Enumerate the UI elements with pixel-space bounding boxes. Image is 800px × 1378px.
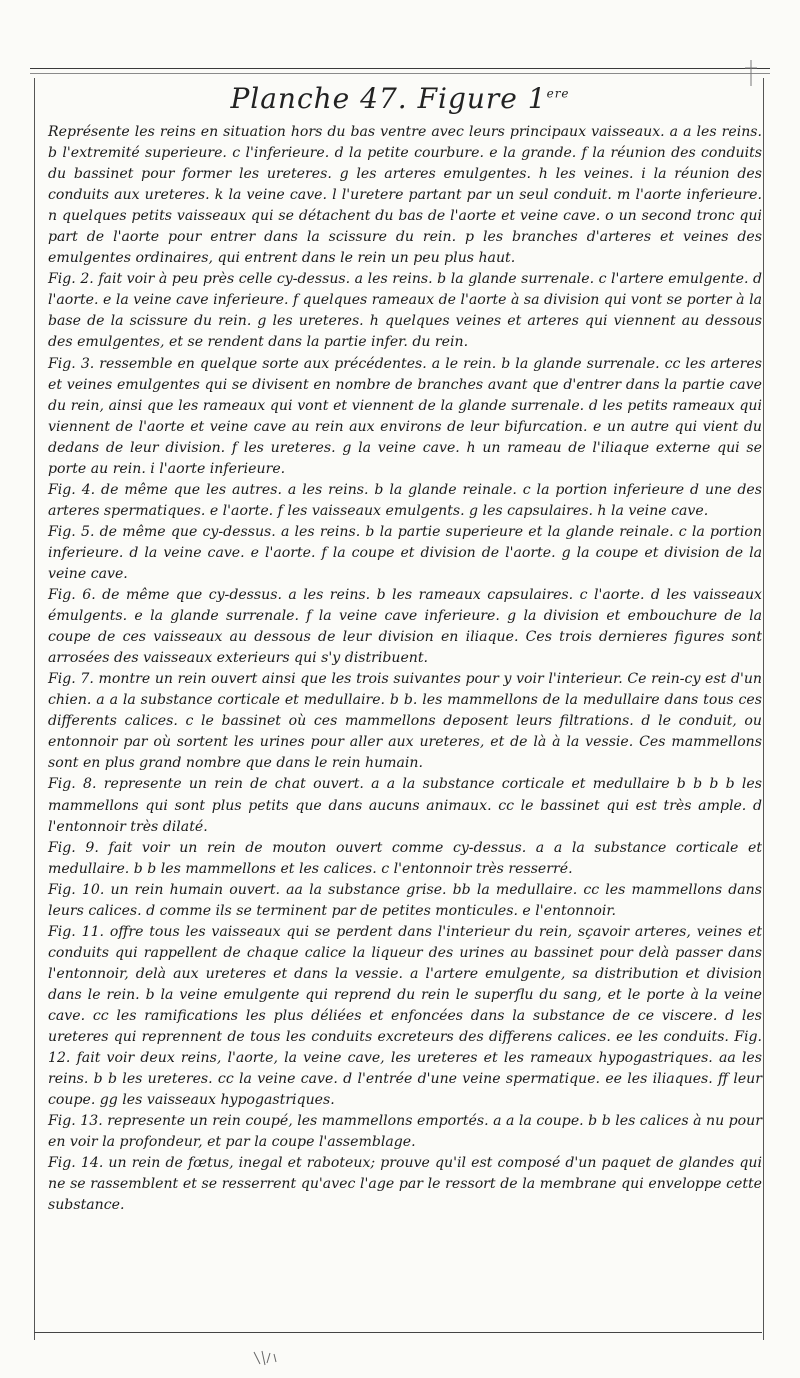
paragraph-figure-10: Fig. 10. un rein humain ouvert. aa la substance grise. bb la medullaire. cc les mammellons dans leurs calices. d comme ils se terminent par de petites monticules. e l'entonnoir.	[48, 881, 762, 919]
paragraph-figure-7: Fig. 7. montre un rein ouvert ainsi que les trois suivantes pour y voir l'interieur. Ce rein-cy est d'un chien. a a la substance corticale et medullaire. b b. les mammellons de la medullaire dans tous ces differents calices. c le bassinet où ces mammellons deposent leurs filtrations. d le conduit, ou entonnoir par où sortent les urines pour aller aux ureteres, et de là à la vessie. Ces mammellons sont en plus grand nombre que dans le rein humain.	[48, 671, 762, 772]
paragraph-figure-11-12: Fig. 11. offre tous les vaisseaux qui se perdent dans l'interieur du rein, sçavoir arteres, veines et conduits qui rappellent de chaque calice la liqueur des urines au bassinet pour delà passer dans l'entonnoir, delà aux ureteres et dans la vessie. a l'artere emulgente, sa distribution et division dans le rein. b la veine emulgente qui reprend du rein le superflu du sang, et le porte à la veine cave. cc les ramifications les plus déliées et enfoncées dans la substance de ce viscere. d les ureteres qui reprennent de tous les conduits excreteurs des differens calices. ee les conduits. Fig. 12. fait voir deux reins, l'aorte, la veine cave, les ureteres et les rameaux hypogastriques. aa les reins. b b les ureteres. cc la veine cave. d l'entrée d'une veine spermatique. ee les iliaques. ff leur coupe. gg les vaisseaux hypogastriques.	[48, 923, 762, 1109]
paragraph-figure-14: Fig. 14. un rein de fœtus, inegal et raboteux; prouve qu'il est composé d'un paquet de glandes qui ne se rassemblent et se resserrent qu'avec l'age par le ressort de la membrane qui enveloppe cette substance.	[48, 1155, 762, 1214]
ink-mark-icon	[250, 1348, 280, 1368]
plate-title-superscript: ere	[546, 86, 570, 101]
corner-mark-icon	[742, 60, 760, 86]
bottom-rule	[34, 1332, 762, 1333]
paragraph-figure-2: Fig. 2. fait voir à peu près celle cy-dessus. a les reins. b la glande surrenale. c l'artere emulgente. d l'aorte. e la veine cave inferieure. f quelques rameaux de l'aorte à sa division qui vont se porter à la base de la scissure du rein. g les ureteres. h quelques veines et arteres qui viennent au dessous des emulgentes, et se rendent dans la partie infer. du rein.	[48, 271, 762, 351]
paragraph-figure-3: Fig. 3. ressemble en quelque sorte aux précédentes. a le rein. b la glande surrenale. cc les arteres et veines emulgentes qui se divisent en nombre de branches avant que d'entrer dans la partie cave du rein, ainsi que les rameaux qui vont et viennent de la glande surrenale. d les petits rameaux qui viennent de l'aorte et veine cave au rein aux environs de leur bifurcation. e un autre qui vient du dedans de leur division. f les ureteres. g la veine cave. h un rameau de l'iliaque externe qui se porte au rein. i l'aorte inferieure.	[48, 355, 762, 477]
top-rule-secondary	[30, 73, 770, 74]
plate-title-text: Planche 47. Figure 1	[230, 82, 547, 115]
top-rule	[30, 68, 770, 69]
plate-description	[48, 122, 762, 1330]
paragraph-figure-4: Fig. 4. de même que les autres. a les reins. b la glande reinale. c la portion inferieure d une des arteres spermatiques. e l'aorte. f les vaisseaux emulgents. g les capsulaires. h la veine cave.	[48, 481, 762, 519]
plate-title	[0, 82, 800, 115]
paragraph-figure-9: Fig. 9. fait voir un rein de mouton ouvert comme cy-dessus. a a la substance corticale et medullaire. b b les mammellons et les calices. c l'entonnoir très resserré.	[48, 839, 762, 877]
paragraph-figure-5: Fig. 5. de même que cy-dessus. a les reins. b la partie superieure et la glande reinale. c la portion inferieure. d la veine cave. e l'aorte. f la coupe et division de l'aorte. g la coupe et division de la veine cave.	[48, 523, 762, 582]
paragraph-figure-8: Fig. 8. represente un rein de chat ouvert. a a la substance corticale et medullaire b b b b les mammellons qui sont plus petits que dans aucuns animaux. cc le bassinet qui est très ample. d l'entonnoir très dilaté.	[48, 776, 762, 835]
paragraph-figure-13: Fig. 13. represente un rein coupé, les mammellons emportés. a a la coupe. b b les calices à nu pour en voir la profondeur, et par la coupe l'assemblage.	[48, 1113, 762, 1151]
paragraph-figure-6: Fig. 6. de même que cy-dessus. a les reins. b les rameaux capsulaires. c l'aorte. d les vaisseaux émulgents. e la glande surrenale. f la veine cave inferieure. g la division et embouchure de la coupe de ces vaisseaux au dessous de leur division en iliaque. Ces trois dernieres figures sont arrosées des vaisseaux exterieurs qui s'y distribuent.	[48, 587, 762, 667]
paragraph-figure-1: Représente les reins en situation hors du bas ventre avec leurs principaux vaisseaux. a a les reins. b l'extremité superieure. c l'inferieure. d la petite courbure. e la grande. f la réunion des conduits du bassinet pour former les ureteres. g les arteres emulgentes. h les veines. i la réunion des conduits aux ureteres. k la veine cave. l l'uretere partant par un seul conduit. m l'aorte inferieure. n quelques petits vaisseaux qui se détachent du bas de l'aorte et veine cave. o un second tronc qui part de l'aorte pour entrer dans la scissure du rein. p les branches d'arteres et veines des emulgentes ordinaires, qui entrent dans le rein un peu plus haut.	[48, 124, 762, 267]
